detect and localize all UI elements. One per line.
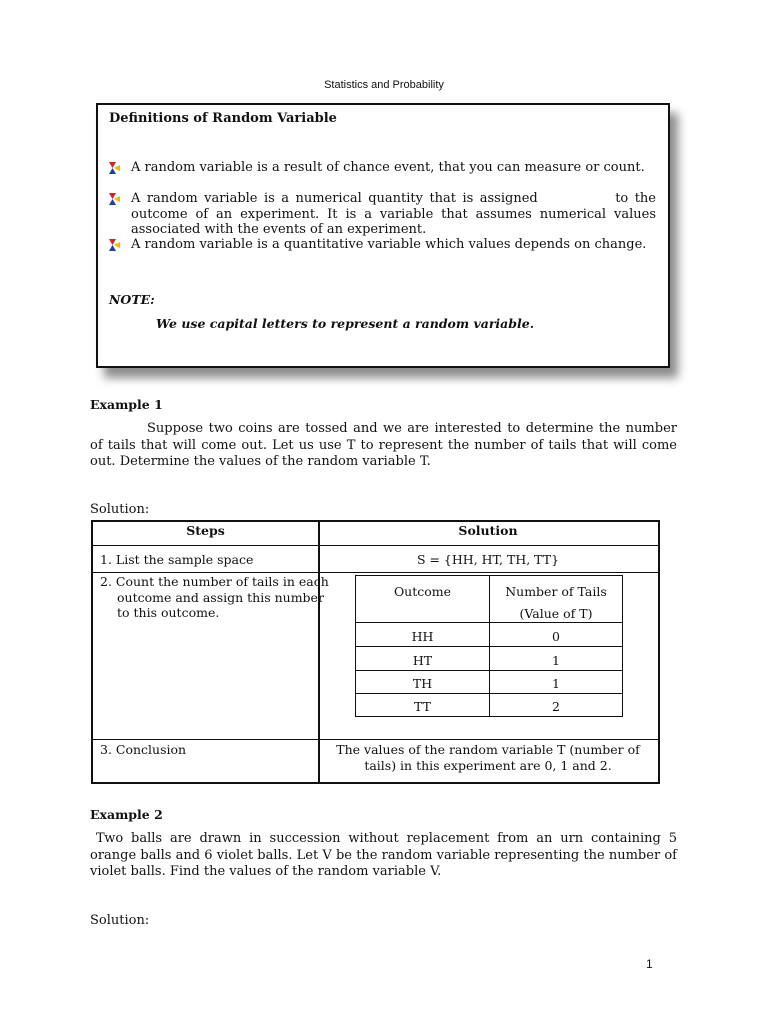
- bullet-arrow-icon: [107, 238, 121, 252]
- outcome-cell: HH: [411, 629, 434, 644]
- example1-solution-label: Solution:: [90, 502, 150, 517]
- definition-bullet-3: A random variable is a quantitative variable which values depends on change.: [131, 237, 647, 252]
- example1-problem: Suppose two coins are tossed and we are interested to determine the number of tails that will come out. Let us use T to represent the number of tails that will come out. Determine the values of the random variable T.: [90, 421, 677, 469]
- step-1-solution: S = {HH, HT, TH, TT}: [416, 552, 560, 567]
- example1-heading: Example 1: [90, 397, 163, 412]
- step-2: 2. Count the number of tails in each outcome and assign this number to this outcome.: [100, 574, 329, 620]
- note-label: NOTE:: [109, 292, 155, 307]
- example2-problem: Two balls are drawn in succession without replacement from an urn containing 5 orange balls and 6 violet balls. Let V be the random variable representing the number of violet balls. Find the values of the random variable V.: [90, 831, 677, 879]
- page-number: 1: [646, 957, 653, 971]
- note-text: We use capital letters to represent a random variable.: [156, 316, 535, 331]
- definitions-box: [96, 103, 670, 368]
- example2-solution-label: Solution:: [90, 913, 150, 928]
- value-cell: 0: [552, 629, 560, 644]
- definitions-title: Definitions of Random Variable: [109, 111, 337, 126]
- outcome-table: [355, 575, 623, 717]
- outcome-cell: TH: [412, 676, 433, 691]
- bullet-arrow-icon: [107, 161, 121, 175]
- example2-heading: Example 2: [90, 807, 163, 822]
- table-header-steps: Steps: [186, 523, 225, 538]
- value-cell: 2: [552, 699, 560, 714]
- tails-header-line1: Number of Tails: [505, 584, 607, 599]
- step-3-solution: The values of the random variable T (number of tails) in this experiment are 0, 1 and 2.: [336, 742, 640, 773]
- step-1: 1. List the sample space: [100, 552, 254, 567]
- definition-bullet-2: A random variable is a numerical quantity that is assigned to the outcome of an experiment. It is a variable that assumes numerical values associated with the events of an experiment.: [131, 191, 661, 237]
- outcome-cell: TT: [414, 699, 431, 714]
- step-3: 3. Conclusion: [100, 742, 187, 757]
- definition-bullet-1: A random variable is a result of chance event, that you can measure or count.: [131, 160, 645, 175]
- bullet-arrow-icon: [107, 192, 121, 206]
- outcome-cell: HT: [412, 653, 433, 668]
- page-header: Statistics and Probability: [324, 79, 444, 91]
- value-cell: 1: [552, 676, 560, 691]
- value-cell: 1: [552, 653, 560, 668]
- solution-table: [91, 520, 660, 784]
- outcome-header: Outcome: [393, 584, 452, 599]
- table-header-solution: Solution: [458, 523, 518, 538]
- tails-header-line2: (Value of T): [519, 606, 593, 621]
